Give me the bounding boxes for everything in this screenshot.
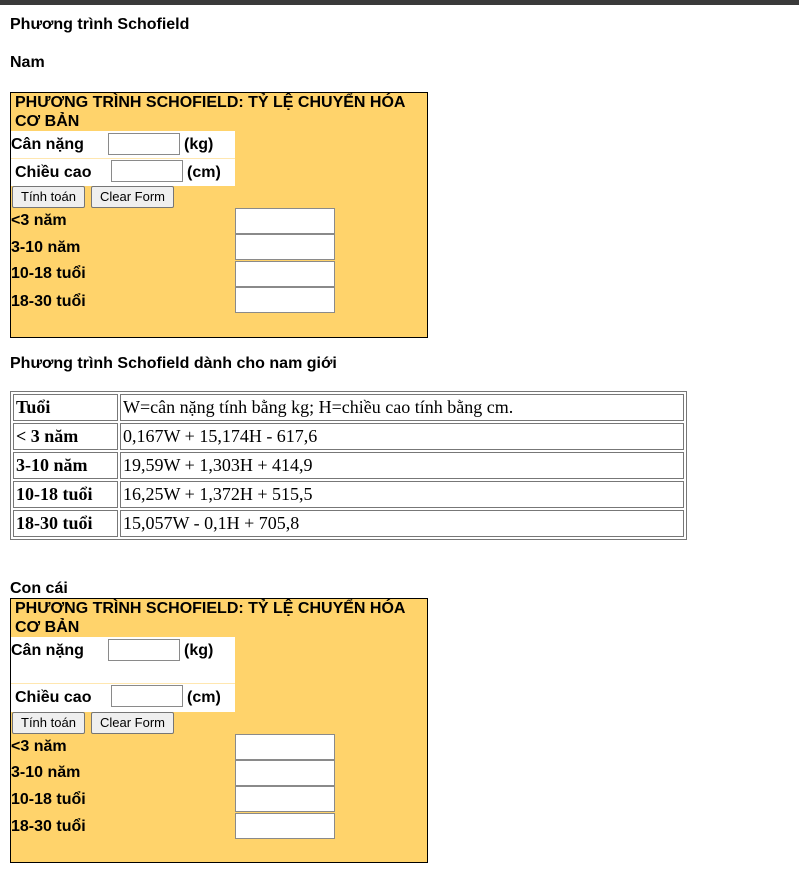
height-unit: (cm) <box>187 689 221 706</box>
calculator-title: PHƯƠNG TRÌNH SCHOFIELD: TỶ LỆ CHUYỂN HÓA CƠ BẢN <box>15 94 405 130</box>
row-age: < 3 năm <box>13 423 118 450</box>
age-label-18-30: 18-30 tuổi <box>11 818 86 835</box>
table-header-row <box>13 394 684 421</box>
table-row <box>13 452 684 479</box>
age-label-under-3: <3 năm <box>11 738 67 755</box>
female-heading: Con cái <box>10 580 68 597</box>
clear-form-button[interactable]: Clear Form <box>91 186 174 208</box>
age-label-3-10: 3-10 năm <box>11 764 81 781</box>
row-formula: 15,057W - 0,1H + 705,8 <box>120 510 684 537</box>
height-label: Chiều cao <box>15 164 92 181</box>
height-input[interactable] <box>111 160 183 182</box>
divider <box>11 683 235 684</box>
height-unit: (cm) <box>187 164 221 181</box>
equation-table-heading: Phương trình Schofield dành cho nam giới <box>10 355 337 372</box>
header-formula: W=cân nặng tính bằng kg; H=chiều cao tính bằng cm. <box>120 394 684 421</box>
table-row <box>13 510 684 537</box>
result-3-10[interactable] <box>235 234 335 260</box>
row-age: 10-18 tuổi <box>13 481 118 508</box>
result-10-18[interactable] <box>235 261 335 287</box>
height-input[interactable] <box>111 685 183 707</box>
male-calculator <box>10 92 428 338</box>
row-formula: 19,59W + 1,303H + 414,9 <box>120 452 684 479</box>
age-label-3-10: 3-10 năm <box>11 239 81 256</box>
weight-unit: (kg) <box>184 642 214 659</box>
divider <box>11 158 235 159</box>
calculator-title: PHƯƠNG TRÌNH SCHOFIELD: TỶ LỆ CHUYỂN HÓA CƠ BẢN <box>15 600 405 636</box>
result-10-18[interactable] <box>235 786 335 812</box>
weight-input[interactable] <box>108 133 180 155</box>
row-formula: 16,25W + 1,372H + 515,5 <box>120 481 684 508</box>
age-label-10-18: 10-18 tuổi <box>11 265 86 282</box>
male-heading: Nam <box>10 54 45 71</box>
table-row <box>13 481 684 508</box>
row-age: 18-30 tuổi <box>13 510 118 537</box>
header-age: Tuổi <box>13 394 118 421</box>
compute-button[interactable]: Tính toán <box>12 186 85 208</box>
clear-form-button[interactable]: Clear Form <box>91 712 174 734</box>
top-bar <box>0 0 799 5</box>
weight-unit: (kg) <box>184 136 214 153</box>
weight-label: Cân nặng <box>11 136 84 153</box>
row-formula: 0,167W + 15,174H - 617,6 <box>120 423 684 450</box>
table-row <box>13 423 684 450</box>
age-label-18-30: 18-30 tuổi <box>11 293 86 310</box>
age-label-under-3: <3 năm <box>11 212 67 229</box>
result-under-3[interactable] <box>235 208 335 234</box>
weight-label: Cân nặng <box>11 642 84 659</box>
result-under-3[interactable] <box>235 734 335 760</box>
row-age: 3-10 năm <box>13 452 118 479</box>
result-18-30[interactable] <box>235 813 335 839</box>
age-label-10-18: 10-18 tuổi <box>11 791 86 808</box>
page-title: Phương trình Schofield <box>10 16 190 33</box>
equation-table <box>10 391 687 540</box>
result-18-30[interactable] <box>235 287 335 313</box>
compute-button[interactable]: Tính toán <box>12 712 85 734</box>
weight-input[interactable] <box>108 639 180 661</box>
result-3-10[interactable] <box>235 760 335 786</box>
female-calculator <box>10 598 428 863</box>
height-label: Chiều cao <box>15 689 92 706</box>
